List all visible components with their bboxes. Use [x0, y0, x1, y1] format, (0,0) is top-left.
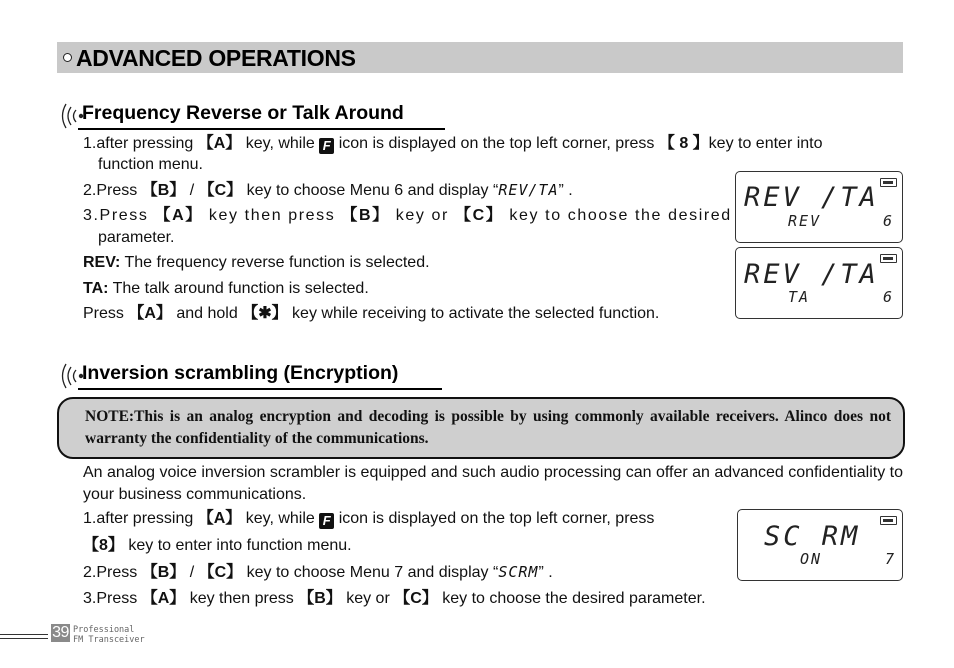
step-3-line: 3.Press 【A】 key then press 【B】 key or 【C】 key to choose the desired: [83, 207, 732, 224]
key-c: 【C】: [394, 590, 438, 607]
section-title: Frequency Reverse or Talk Around: [82, 102, 404, 124]
key-a: 【A】: [154, 207, 203, 224]
lcd-display-scrm: [737, 509, 903, 581]
section-title: Inversion scrambling (Encryption): [82, 362, 399, 384]
ta-label: TA: [83, 280, 104, 297]
key-monitor: 【✱】: [242, 305, 288, 322]
key-b: 【B】: [141, 182, 186, 199]
footer-rule: [0, 638, 48, 639]
step-1-line: 1.after pressing 【A】 key, while F icon is displayed on the top left corner, press 【 8 】key to enter into: [83, 135, 823, 153]
page-banner: [57, 42, 903, 73]
key-a: 【A】: [197, 135, 242, 152]
display-text-rev-ta: REV/TA: [498, 181, 559, 199]
lcd-sub-text: ON: [800, 550, 823, 568]
note-box: [57, 397, 905, 459]
lcd-display-rev: [735, 171, 903, 243]
page-number: 39: [52, 624, 69, 641]
lcd-display-ta: [735, 247, 903, 319]
key-c: 【C】: [455, 207, 504, 224]
page-title: ADVANCED OPERATIONS: [76, 45, 356, 71]
step-1-continuation: function menu.: [98, 156, 203, 173]
step-3-continuation: parameter.: [98, 229, 175, 246]
lcd-menu-number: 6: [883, 212, 893, 230]
key-b: 【B】: [298, 590, 342, 607]
footer-brand-line-1: Professional: [73, 625, 135, 635]
lcd-menu-number: 7: [885, 550, 895, 568]
footer-rule: [0, 634, 48, 635]
battery-icon: [880, 178, 897, 187]
intro-paragraph: An analog voice inversion scrambler is equipped and such audio processing can offer an advanced confidentiality to your business communications.: [83, 464, 903, 503]
key-8: 【 8 】: [658, 135, 709, 152]
lcd-main-text: SC RM: [764, 521, 861, 552]
battery-icon: [880, 516, 897, 525]
rev-description: REV: The frequency reverse function is selected.: [83, 254, 430, 271]
step-2-line: 2.Press 【B】 / 【C】 key to choose Menu 6 and display “REV/TA” .: [83, 181, 573, 199]
battery-icon: [880, 254, 897, 263]
key-b: 【B】: [341, 207, 390, 224]
note-text: NOTE:This is an analog encryption and decoding is possible by using commonly available receivers. Alinco does not warranty the confidentiality of the communications.: [85, 408, 891, 447]
function-f-icon: F: [319, 513, 334, 529]
section-underline: [78, 128, 445, 130]
section-heading-inversion-scrambling: [58, 360, 458, 390]
lcd-menu-number: 6: [883, 288, 893, 306]
function-f-icon: F: [319, 138, 334, 154]
lcd-main-text: REV /TA: [744, 259, 879, 290]
key-c: 【C】: [198, 182, 243, 199]
lcd-sub-text: REV: [788, 212, 822, 230]
section-heading-frequency-reverse: [58, 100, 458, 130]
section-underline: [78, 388, 442, 390]
step-3-line: 3.Press 【A】 key then press 【B】 key or 【C】 key to choose the desired parameter.: [83, 590, 706, 607]
footer-brand-line-2: FM Transceiver: [73, 635, 145, 645]
step-1-continuation: 【8】 key to enter into function menu.: [83, 537, 352, 554]
key-c: 【C】: [198, 564, 243, 581]
key-a: 【A】: [197, 510, 242, 527]
lcd-main-text: REV /TA: [744, 182, 879, 213]
rev-label: REV: [83, 254, 116, 271]
key-8: 【8】: [83, 537, 124, 554]
lcd-sub-text: TA: [788, 288, 811, 306]
bullet-circle-icon: [63, 53, 72, 62]
key-a: 【A】: [128, 305, 172, 322]
key-b: 【B】: [141, 564, 186, 581]
press-hold-line: Press 【A】 and hold 【✱】 key while receiving to activate the selected function.: [83, 305, 660, 322]
ta-description: TA: The talk around function is selected.: [83, 280, 369, 297]
display-text-scrm: SCRM: [498, 563, 539, 581]
step-1-line: 1.after pressing 【A】 key, while F icon is displayed on the top left corner, press: [83, 510, 655, 528]
key-a: 【A】: [141, 590, 186, 607]
step-2-line: 2.Press 【B】 / 【C】 key to choose Menu 7 and display “SCRM” .: [83, 563, 553, 581]
